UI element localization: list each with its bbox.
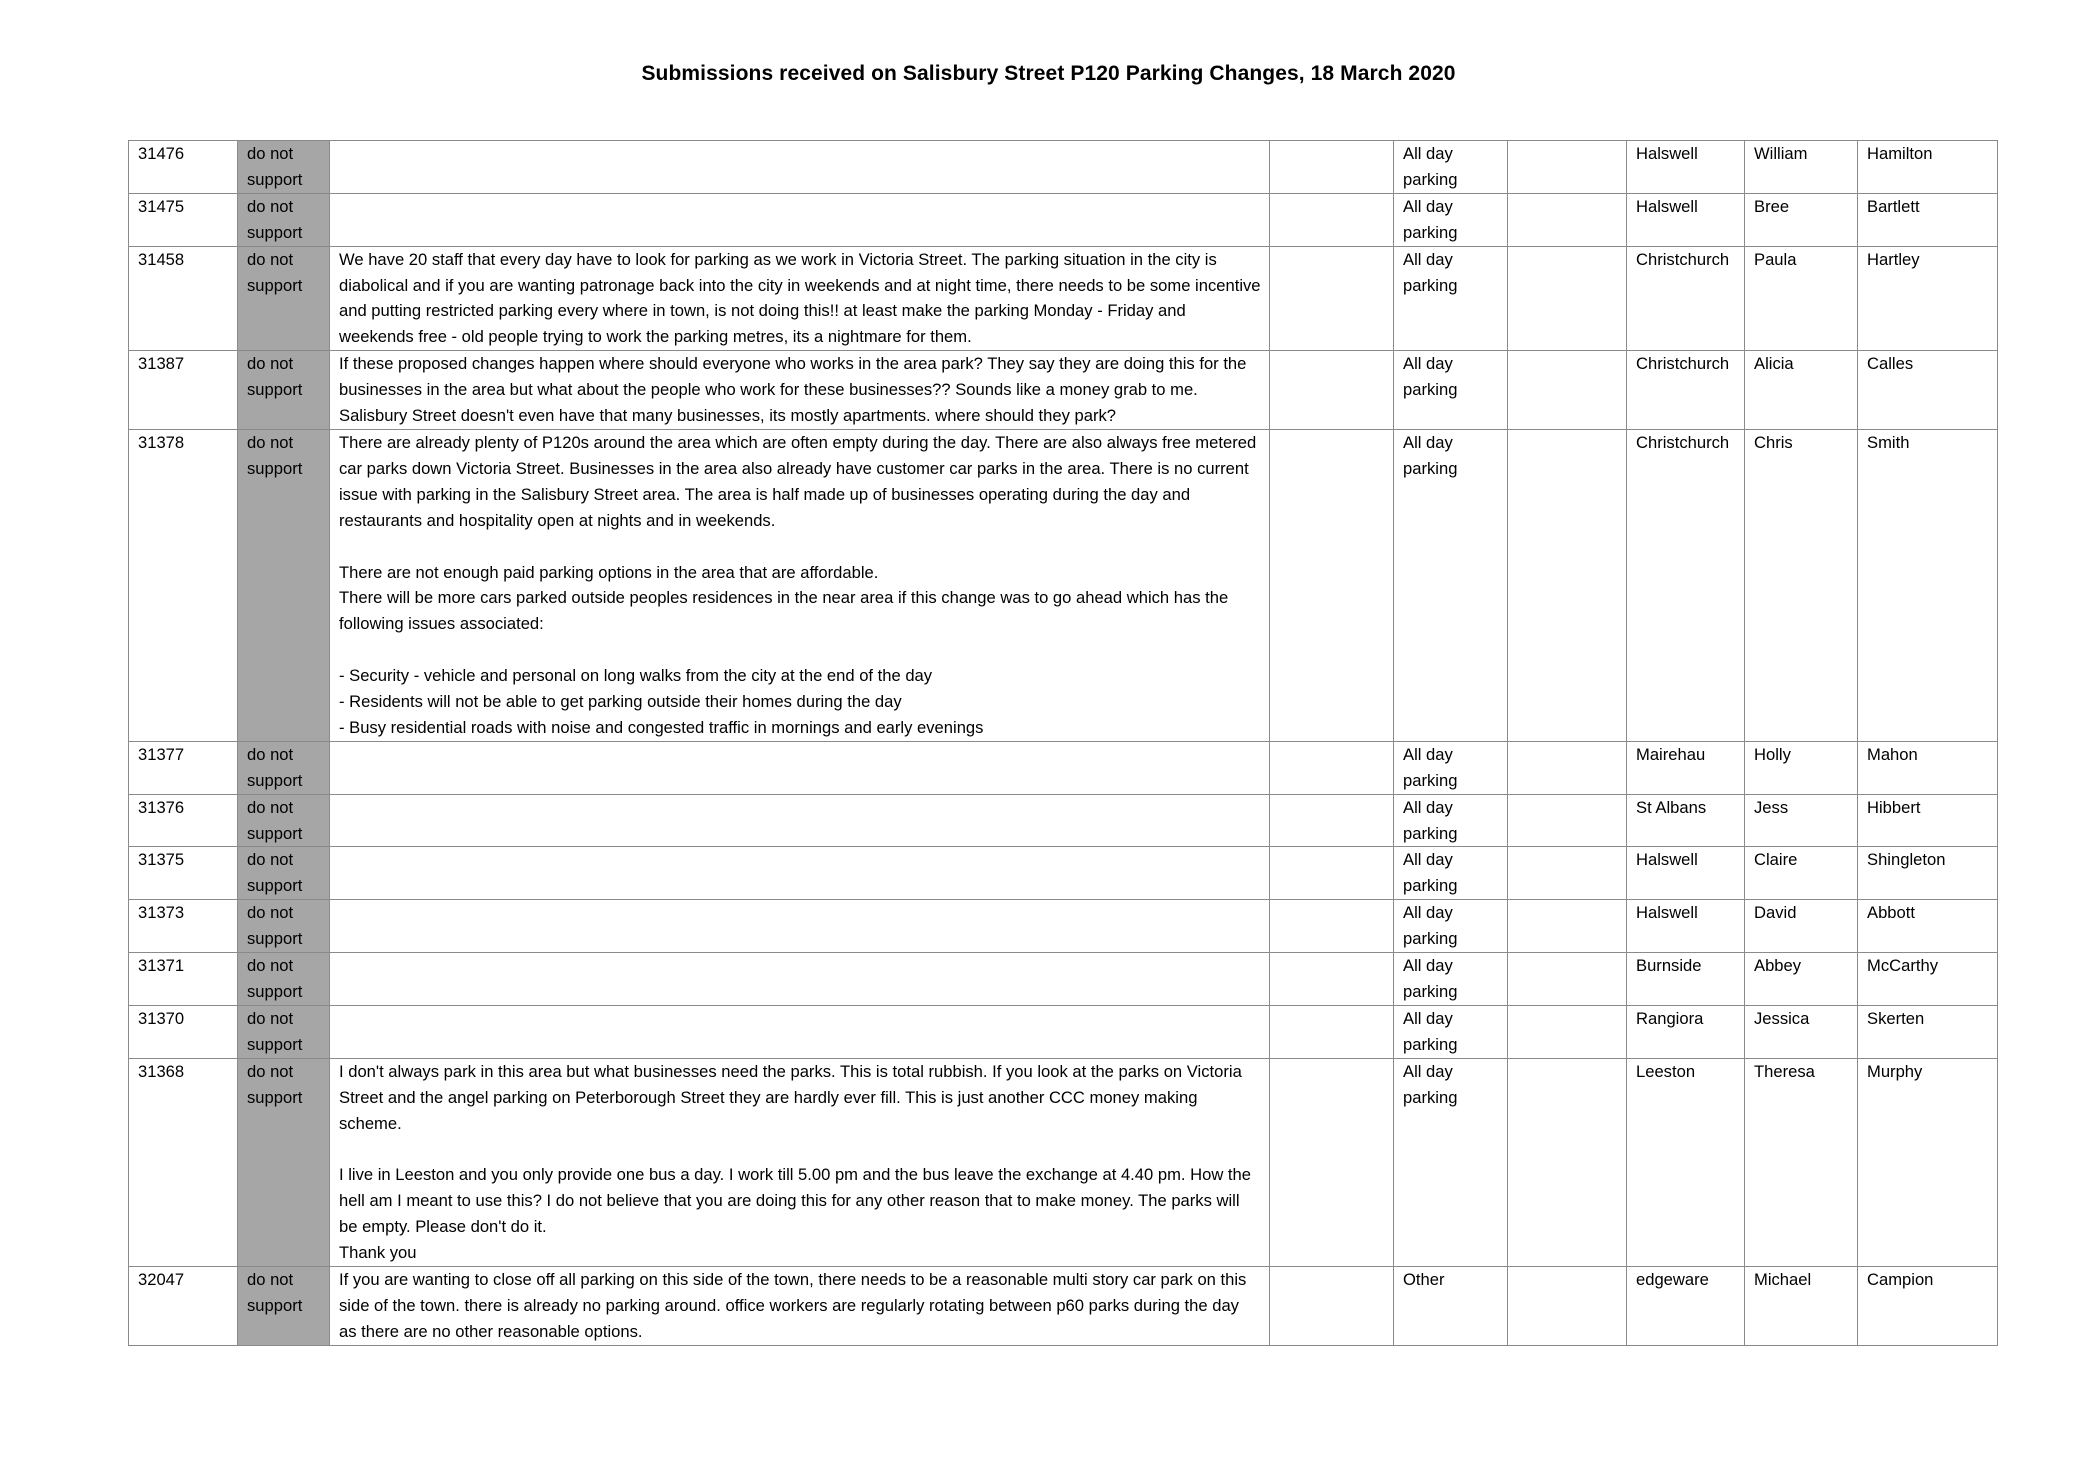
stance-text: do not support [247,144,303,189]
table-row [129,741,1998,794]
last-name-text: Shingleton [1867,850,1946,870]
submission-id-text: 31373 [138,903,185,923]
first-name-cell [1745,246,1858,351]
submission-id-cell [129,141,238,194]
comment-text: There are already plenty of P120s around the area which are often empty during the day. There are also always free metered car parks down Victoria Street. Businesses in the area also already have customer car parks in the area. There is no current issue with parking in the Salisbury Street area. The area is half made up of businesses operating during the day and restaurants and hospitality open at nights and in weekends. There are not enough paid parking options in the area that are affordable. There will be more cars parked outside peoples residences in the near area if this change was to go ahead which has the following issues associated: - Security - vehicle and personal on long walks from the city at the end of the day - Residents will not be able to get parking outside their homes during the day - Busy residential roads with noise and congested traffic in mornings and early evenings [339,432,1257,737]
submission-id-cell [129,900,238,953]
blank-cell [1508,1005,1627,1058]
submission-id-cell [129,429,238,741]
last-name-cell [1858,794,1998,847]
submission-id-cell [129,1266,238,1345]
first-name-cell [1745,953,1858,1006]
submissions-table [128,140,1998,1346]
first-name-text: Jessica [1754,1008,1810,1028]
suburb-cell [1627,900,1745,953]
blank-cell [1508,847,1627,900]
stance-text: do not support [247,432,303,478]
parking-type-cell [1394,141,1508,194]
comment-text: If these proposed changes happen where should everyone who works in the area park? They say they are doing this for the businesses in the area but what about the people who work for these businesses?? Sounds like a money grab to me. Salisbury Street doesn't even have that many businesses, its mostly apartments. where should they park? [339,354,1247,426]
blank-cell [1270,141,1394,194]
last-name-cell [1858,193,1998,246]
suburb-cell [1627,193,1745,246]
stance-text: do not support [247,196,303,242]
parking-type-cell [1394,847,1508,900]
parking-type-cell [1394,1058,1508,1266]
first-name-cell [1745,351,1858,430]
stance-text: do not support [247,850,303,896]
suburb-text: Halswell [1636,196,1698,216]
last-name-cell [1858,141,1998,194]
parking-type-text: All day parking [1403,797,1458,843]
submission-id-cell [129,1058,238,1266]
submission-id-cell [129,741,238,794]
first-name-text: Bree [1754,196,1790,216]
submission-id-text: 31375 [138,850,185,870]
stance-cell [238,1005,330,1058]
submission-id-cell [129,953,238,1006]
suburb-cell [1627,847,1745,900]
comment-cell [330,1058,1270,1266]
stance-cell [238,1266,330,1345]
comment-cell [330,794,1270,847]
first-name-text: Michael [1754,1269,1812,1289]
submission-id-text: 31377 [138,744,185,764]
comment-cell [330,141,1270,194]
parking-type-cell [1394,429,1508,741]
parking-type-text: All day parking [1403,432,1458,478]
blank-cell [1270,794,1394,847]
blank-cell [1270,351,1394,430]
blank-cell [1508,193,1627,246]
first-name-text: Theresa [1754,1061,1815,1081]
first-name-text: Claire [1754,850,1798,870]
last-name-text: McCarthy [1867,956,1938,976]
parking-type-text: Other [1403,1269,1445,1289]
first-name-text: Abbey [1754,956,1802,976]
parking-type-text: All day parking [1403,850,1458,896]
submission-id-cell [129,351,238,430]
blank-cell [1508,794,1627,847]
suburb-cell [1627,953,1745,1006]
last-name-text: Calles [1867,354,1914,374]
last-name-cell [1858,741,1998,794]
suburb-cell [1627,351,1745,430]
parking-type-text: All day parking [1403,249,1458,295]
suburb-cell [1627,794,1745,847]
parking-type-cell [1394,953,1508,1006]
suburb-text: Mairehau [1636,744,1706,764]
suburb-cell [1627,141,1745,194]
suburb-cell [1627,741,1745,794]
comment-cell [330,193,1270,246]
table-row [129,351,1998,430]
parking-type-cell [1394,1005,1508,1058]
parking-type-cell [1394,900,1508,953]
parking-type-text: All day parking [1403,354,1458,400]
first-name-cell [1745,1058,1858,1266]
stance-text: do not support [247,956,303,1001]
blank-cell [1508,1058,1627,1266]
submission-id-text: 31371 [138,956,185,976]
blank-cell [1270,246,1394,351]
last-name-cell [1858,351,1998,430]
suburb-text: Leeston [1636,1061,1696,1081]
last-name-text: Murphy [1867,1061,1923,1081]
stance-text: do not support [247,1008,303,1054]
parking-type-cell [1394,246,1508,351]
comment-cell [330,953,1270,1006]
table-row [129,953,1998,1006]
first-name-cell [1745,1005,1858,1058]
last-name-text: Hamilton [1867,144,1933,163]
first-name-text: Alicia [1754,354,1794,374]
stance-text: do not support [247,354,303,400]
blank-cell [1508,741,1627,794]
submission-id-text: 31458 [138,249,185,269]
stance-cell [238,429,330,741]
suburb-text: Rangiora [1636,1008,1704,1028]
last-name-cell [1858,246,1998,351]
blank-cell [1508,141,1627,194]
stance-cell [238,1058,330,1266]
table-row [129,246,1998,351]
table-row [129,141,1998,194]
last-name-cell [1858,953,1998,1006]
comment-cell [330,900,1270,953]
stance-text: do not support [247,797,303,843]
parking-type-cell [1394,351,1508,430]
last-name-cell [1858,1058,1998,1266]
first-name-text: Jess [1754,797,1789,817]
submission-id-text: 31376 [138,797,185,817]
comment-cell [330,429,1270,741]
stance-text: do not support [247,744,303,790]
parking-type-text: All day parking [1403,903,1458,949]
stance-text: do not support [247,249,303,295]
first-name-text: William [1754,144,1808,163]
stance-cell [238,953,330,1006]
last-name-text: Smith [1867,432,1910,452]
parking-type-cell [1394,741,1508,794]
last-name-text: Hibbert [1867,797,1921,817]
first-name-cell [1745,429,1858,741]
blank-cell [1270,1058,1394,1266]
submission-id-text: 31475 [138,196,185,216]
parking-type-text: All day parking [1403,1061,1458,1107]
last-name-text: Campion [1867,1269,1934,1289]
table-row [129,1005,1998,1058]
comment-cell [330,741,1270,794]
first-name-text: Chris [1754,432,1793,452]
comment-cell [330,847,1270,900]
last-name-cell [1858,900,1998,953]
suburb-text: Halswell [1636,144,1698,163]
first-name-cell [1745,847,1858,900]
comment-cell [330,246,1270,351]
document-title: Submissions received on Salisbury Street P120 Parking Changes, 18 March 2020 [641,62,1456,85]
blank-cell [1270,741,1394,794]
suburb-text: edgeware [1636,1269,1709,1289]
parking-type-cell [1394,794,1508,847]
blank-cell [1508,246,1627,351]
parking-type-text: All day parking [1403,196,1458,242]
last-name-cell [1858,847,1998,900]
submission-id-cell [129,246,238,351]
table-row [129,900,1998,953]
parking-type-cell [1394,193,1508,246]
suburb-text: St Albans [1636,797,1707,817]
last-name-cell [1858,1005,1998,1058]
comment-cell [330,1266,1270,1345]
submission-id-cell [129,1005,238,1058]
first-name-cell [1745,794,1858,847]
suburb-text: Halswell [1636,850,1698,870]
stance-cell [238,246,330,351]
stance-cell [238,351,330,430]
submission-id-cell [129,794,238,847]
first-name-text: Paula [1754,249,1797,269]
table-row [129,1058,1998,1266]
submission-id-text: 31368 [138,1061,185,1081]
submission-id-text: 31387 [138,354,185,374]
blank-cell [1270,429,1394,741]
last-name-text: Bartlett [1867,196,1920,216]
table-row [129,193,1998,246]
stance-cell [238,900,330,953]
stance-cell [238,847,330,900]
suburb-text: Halswell [1636,903,1698,923]
suburb-text: Christchurch [1636,354,1730,374]
table-row [129,1266,1998,1345]
stance-cell [238,794,330,847]
last-name-text: Skerten [1867,1008,1925,1028]
stance-text: do not support [247,903,303,949]
last-name-cell [1858,429,1998,741]
parking-type-text: All day parking [1403,1008,1458,1054]
stance-cell [238,193,330,246]
comment-text: If you are wanting to close off all parking on this side of the town, there needs to be a reasonable multi story car park on this side of the town. there is already no parking around. office workers are regularly rotating between p60 parks during the day as there are no other reasonable options. [339,1269,1247,1341]
submission-id-text: 31476 [138,144,185,163]
first-name-text: David [1754,903,1797,923]
submission-id-text: 31370 [138,1008,185,1028]
first-name-cell [1745,900,1858,953]
stance-cell [238,741,330,794]
blank-cell [1270,193,1394,246]
parking-type-cell [1394,1266,1508,1345]
suburb-text: Burnside [1636,956,1702,976]
last-name-text: Hartley [1867,249,1920,269]
submission-id-text: 31378 [138,432,185,452]
first-name-text: Holly [1754,744,1791,764]
blank-cell [1270,953,1394,1006]
parking-type-text: All day parking [1403,144,1458,189]
suburb-cell [1627,1058,1745,1266]
blank-cell [1508,953,1627,1006]
last-name-cell [1858,1266,1998,1345]
last-name-text: Mahon [1867,744,1918,764]
blank-cell [1270,1005,1394,1058]
parking-type-text: All day parking [1403,956,1458,1001]
blank-cell [1508,429,1627,741]
blank-cell [1270,1266,1394,1345]
suburb-cell [1627,1005,1745,1058]
first-name-cell [1745,741,1858,794]
stance-text: do not support [247,1269,303,1315]
last-name-text: Abbott [1867,903,1915,923]
blank-cell [1270,847,1394,900]
stance-text: do not support [247,1061,303,1107]
suburb-text: Christchurch [1636,249,1730,269]
comment-text: I don't always park in this area but what businesses need the parks. This is total rubbish. If you look at the parks on Victoria Street and the angel parking on Peterborough Street they are hardly ever fill. This is just another CCC money making scheme. I live in Leeston and you only provide one bus a day. I work till 5.00 pm and the bus leave the exchange at 4.40 pm. How the hell am I meant to use this? I do not believe that you are doing this for any other reason that to make money. The parks will be empty. Please don't do it. Thank you [339,1061,1251,1263]
stance-cell [238,141,330,194]
blank-cell [1508,900,1627,953]
table-row [129,429,1998,741]
submission-id-cell [129,193,238,246]
comment-cell [330,351,1270,430]
suburb-cell [1627,1266,1745,1345]
first-name-cell [1745,193,1858,246]
first-name-cell [1745,141,1858,194]
submissions-table-body [129,141,1998,1346]
comment-text: We have 20 staff that every day have to look for parking as we work in Victoria Street. The parking situation in the city is diabolical and if you are wanting patronage back into the city in weekends and at night time, there needs to be some incentive and putting restricted parking every where in town, is not doing this!! at least make the parking Monday - Friday and weekends free - old people trying to work the parking metres, its a nightmare for them. [339,249,1261,347]
table-row [129,794,1998,847]
blank-cell [1270,900,1394,953]
suburb-cell [1627,246,1745,351]
suburb-cell [1627,429,1745,741]
first-name-cell [1745,1266,1858,1345]
submission-id-text: 32047 [138,1269,185,1289]
blank-cell [1508,351,1627,430]
comment-cell [330,1005,1270,1058]
submission-id-cell [129,847,238,900]
table-row [129,847,1998,900]
suburb-text: Christchurch [1636,432,1730,452]
blank-cell [1508,1266,1627,1345]
parking-type-text: All day parking [1403,744,1458,790]
